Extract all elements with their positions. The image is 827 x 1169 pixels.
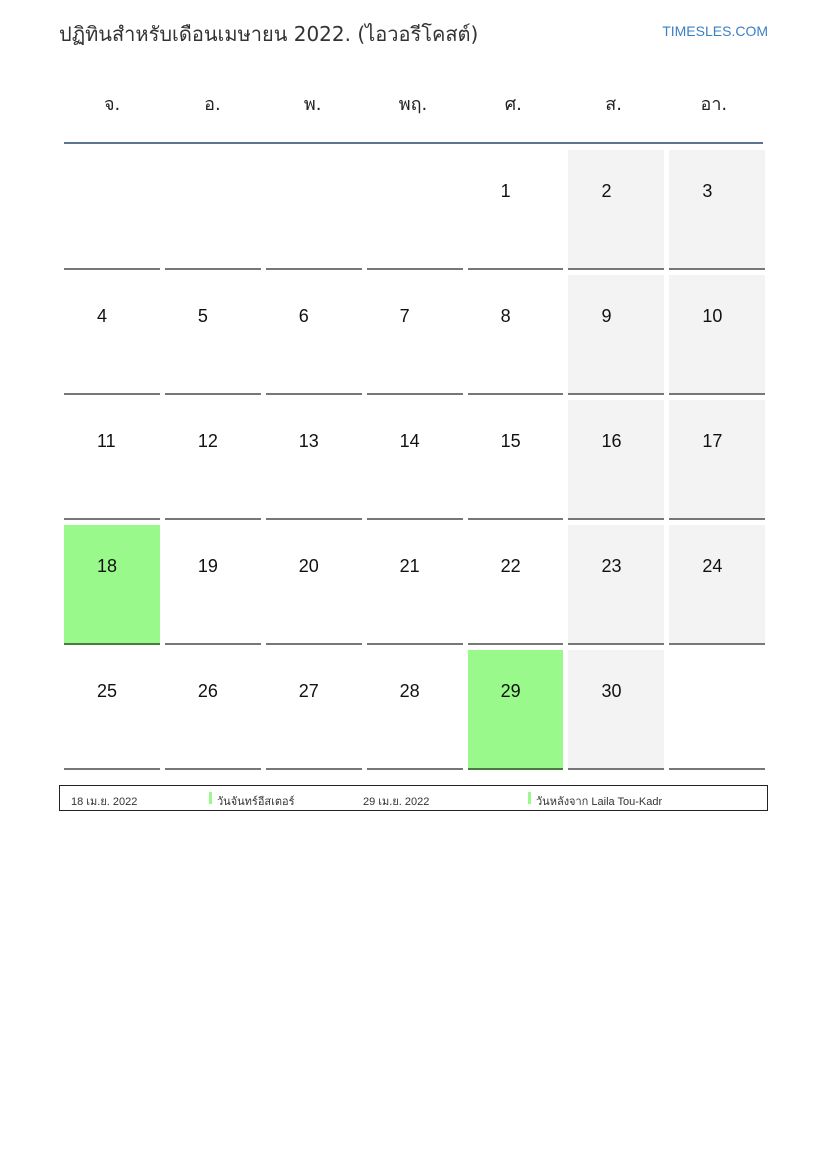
day-cell-25[interactable] — [64, 650, 160, 770]
day-cell-26[interactable] — [165, 650, 261, 770]
day-cell-23[interactable] — [568, 525, 664, 645]
day-number: 4 — [97, 306, 108, 326]
day-number: 18 — [97, 556, 118, 576]
day-number: 11 — [97, 431, 116, 451]
brand-link[interactable]: TIMESLES.COM — [662, 23, 768, 39]
day-number: 10 — [702, 306, 723, 326]
day-cell-17[interactable] — [669, 400, 765, 520]
empty-day-cell — [669, 650, 765, 770]
day-cell-16[interactable] — [568, 400, 664, 520]
header-divider — [64, 142, 763, 144]
weekday-label-wed: พ. — [303, 94, 322, 115]
day-cell-6[interactable] — [266, 275, 362, 395]
empty-day-cell — [64, 150, 160, 270]
weekday-label-sat: ส. — [605, 94, 622, 115]
legend-date-1: 18 เม.ย. 2022 — [71, 796, 138, 808]
weekday-label-thu: พฤ. — [398, 94, 428, 115]
day-cell-27[interactable] — [266, 650, 362, 770]
day-number: 24 — [702, 556, 723, 576]
day-cell-29[interactable] — [468, 650, 564, 770]
weekday-label-mon: จ. — [104, 94, 121, 115]
day-cell-18[interactable] — [64, 525, 160, 645]
day-cell-28[interactable] — [367, 650, 463, 770]
day-number: 28 — [399, 681, 420, 701]
holiday-legend — [59, 785, 768, 811]
day-number: 30 — [601, 681, 622, 701]
day-number: 19 — [197, 556, 218, 576]
day-cell-1[interactable] — [468, 150, 564, 270]
day-number: 2 — [601, 181, 612, 201]
day-number: 15 — [500, 431, 521, 451]
day-number: 13 — [298, 431, 319, 451]
day-number: 23 — [601, 556, 622, 576]
day-cell-3[interactable] — [669, 150, 765, 270]
day-cell-10[interactable] — [669, 275, 765, 395]
day-cell-22[interactable] — [468, 525, 564, 645]
legend-date-2: 29 เม.ย. 2022 — [363, 796, 430, 808]
day-cell-20[interactable] — [266, 525, 362, 645]
day-number: 16 — [601, 431, 622, 451]
day-number: 5 — [197, 306, 208, 326]
day-number: 17 — [702, 431, 723, 451]
day-cell-14[interactable] — [367, 400, 463, 520]
empty-day-cell — [367, 150, 463, 270]
weekday-label-tue: อ. — [204, 94, 221, 115]
day-number: 26 — [197, 681, 218, 701]
day-number: 14 — [399, 431, 420, 451]
page-title: ปฏิทินสำหรับเดือนเมษายน 2022. (ไอวอรีโคสต์) — [59, 22, 479, 46]
day-number: 6 — [298, 306, 309, 326]
day-number: 25 — [97, 681, 118, 701]
day-number: 3 — [702, 181, 713, 201]
legend-color-marker-2 — [528, 792, 531, 804]
legend-holiday-name-2: วันหลังจาก Laila Tou-Kadr — [536, 796, 663, 808]
day-cell-4[interactable] — [64, 275, 160, 395]
day-number: 22 — [500, 556, 521, 576]
day-cell-7[interactable] — [367, 275, 463, 395]
day-cell-2[interactable] — [568, 150, 664, 270]
day-number: 9 — [601, 306, 612, 326]
day-cell-30[interactable] — [568, 650, 664, 770]
day-cell-19[interactable] — [165, 525, 261, 645]
day-number: 7 — [399, 306, 410, 326]
day-number: 1 — [500, 181, 511, 201]
day-cell-9[interactable] — [568, 275, 664, 395]
day-cell-13[interactable] — [266, 400, 362, 520]
weekday-header-row — [62, 92, 764, 118]
day-cell-24[interactable] — [669, 525, 765, 645]
day-cell-21[interactable] — [367, 525, 463, 645]
legend-color-marker-1 — [209, 792, 212, 804]
day-number: 8 — [500, 306, 511, 326]
calendar-grid — [64, 150, 763, 770]
day-number: 12 — [197, 431, 218, 451]
day-cell-8[interactable] — [468, 275, 564, 395]
day-cell-5[interactable] — [165, 275, 261, 395]
empty-day-cell — [266, 150, 362, 270]
empty-day-cell — [165, 150, 261, 270]
legend-holiday-name-1: วันจันทร์อีสเตอร์ — [217, 796, 295, 808]
day-cell-11[interactable] — [64, 400, 160, 520]
day-number: 29 — [500, 681, 521, 701]
day-number: 27 — [298, 681, 319, 701]
day-cell-12[interactable] — [165, 400, 261, 520]
weekday-label-sun: อา. — [700, 94, 728, 115]
weekday-label-fri: ศ. — [504, 94, 522, 115]
day-number: 20 — [298, 556, 319, 576]
day-cell-15[interactable] — [468, 400, 564, 520]
day-number: 21 — [399, 556, 420, 576]
